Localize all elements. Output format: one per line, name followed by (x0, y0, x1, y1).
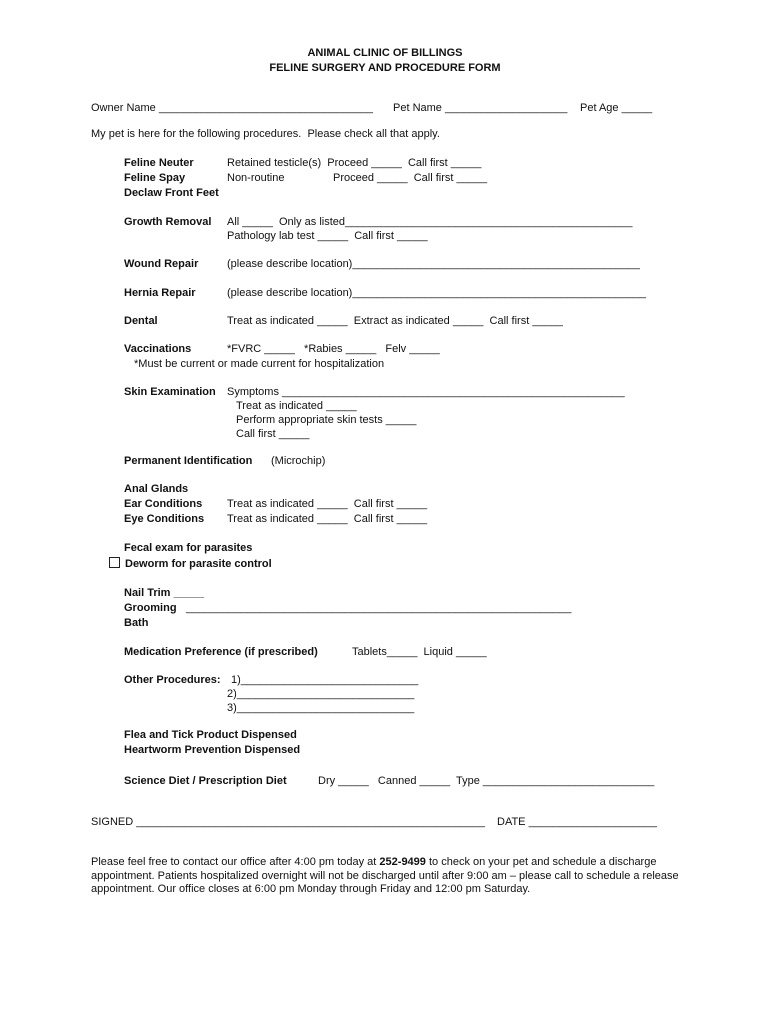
feline-spay-options[interactable]: Proceed _____ Call first _____ (333, 172, 488, 184)
hernia-location-field[interactable]: (please describe location)________________________________________________ (227, 287, 646, 299)
footer-text-2: to check on your pet and schedule a discharge appointment. Patients hospitalized overnight will not be discharged until after 9:00 am – please call to schedule a release appointment. Our office closes at 6:00 pm Monday through Friday and 12:00 pm Saturday. (91, 856, 679, 895)
wound-repair-label: Wound Repair (124, 258, 199, 270)
growth-removal-label: Growth Removal (124, 216, 212, 228)
clinic-name: ANIMAL CLINIC OF BILLINGS (307, 47, 463, 59)
footer-text-1: Please feel free to contact our office after 4:00 pm today at (91, 856, 380, 868)
microchip-note: (Microchip) (271, 455, 326, 467)
discharge-instructions (91, 856, 681, 897)
date-field[interactable]: DATE _____________________ (497, 816, 658, 828)
owner-name-field[interactable]: Owner Name ___________________________________ (91, 102, 373, 114)
nail-trim-field[interactable]: Nail Trim _____ (124, 587, 205, 599)
hernia-repair-label: Hernia Repair (124, 287, 196, 299)
other-procedure-2[interactable]: 2)_____________________________ (227, 688, 415, 700)
feline-spay-note: Non-routine (227, 172, 285, 184)
diet-label: Science Diet / Prescription Diet (124, 775, 287, 787)
form-title: FELINE SURGERY AND PROCEDURE FORM (269, 62, 501, 74)
eye-conditions-label: Eye Conditions (124, 513, 205, 525)
pathology-options[interactable]: Pathology lab test _____ Call first _____ (227, 230, 428, 242)
other-procedures-label: Other Procedures: (124, 674, 221, 686)
skin-symptoms-field[interactable]: Symptoms ________________________________________________________ (227, 386, 625, 398)
declaw-label: Declaw Front Feet (124, 187, 219, 199)
skin-call-option[interactable]: Call first _____ (236, 428, 310, 440)
fecal-exam-label: Fecal exam for parasites (124, 542, 253, 554)
skin-exam-label: Skin Examination (124, 386, 216, 398)
pet-name-field[interactable]: Pet Name ____________________ (393, 102, 568, 114)
ear-options[interactable]: Treat as indicated _____ Call first _____ (227, 498, 428, 510)
dental-label: Dental (124, 315, 158, 327)
ear-conditions-label: Ear Conditions (124, 498, 203, 510)
vaccination-options[interactable]: *FVRC _____ *Rabies _____ Felv _____ (227, 343, 440, 355)
feline-neuter-label: Feline Neuter (124, 157, 194, 169)
skin-treat-option[interactable]: Treat as indicated _____ (236, 400, 357, 412)
deworm-checkbox[interactable] (109, 557, 120, 568)
feline-neuter-options[interactable]: Retained testicle(s) Proceed _____ Call first _____ (227, 157, 482, 169)
wound-location-field[interactable]: (please describe location)_______________________________________________ (227, 258, 640, 270)
feline-spay-label: Feline Spay (124, 172, 186, 184)
phone-number: 252-9499 (379, 856, 426, 868)
heartworm-label: Heartworm Prevention Dispensed (124, 744, 301, 756)
medication-options[interactable]: Tablets_____ Liquid _____ (352, 646, 487, 658)
deworm-label: Deworm for parasite control (125, 558, 272, 570)
deworm-row[interactable] (109, 557, 272, 571)
other-procedure-3[interactable]: 3)_____________________________ (227, 702, 415, 714)
bath-label: Bath (124, 617, 149, 629)
anal-glands-label: Anal Glands (124, 483, 189, 495)
diet-options[interactable]: Dry _____ Canned _____ Type ____________________________ (318, 775, 655, 787)
skin-tests-option[interactable]: Perform appropriate skin tests _____ (236, 414, 417, 426)
medication-label: Medication Preference (if prescribed) (124, 646, 318, 658)
permanent-id-label: Permanent Identification (124, 455, 253, 467)
pet-age-field[interactable]: Pet Age _____ (580, 102, 653, 114)
other-procedure-1[interactable]: 1)_____________________________ (231, 674, 419, 686)
dental-options[interactable]: Treat as indicated _____ Extract as indicated _____ Call first _____ (227, 315, 563, 327)
vaccinations-label: Vaccinations (124, 343, 192, 355)
intro-text: My pet is here for the following procedures. Please check all that apply. (91, 128, 440, 140)
signature-field[interactable]: SIGNED _________________________________________________________ (91, 816, 485, 828)
growth-removal-options[interactable]: All _____ Only as listed_______________________________________________ (227, 216, 633, 228)
grooming-field[interactable]: _______________________________________________________________ (186, 602, 572, 614)
vaccination-note: *Must be current or made current for hospitalization (134, 358, 385, 370)
eye-options[interactable]: Treat as indicated _____ Call first _____ (227, 513, 428, 525)
grooming-label: Grooming (124, 602, 177, 614)
flea-tick-label: Flea and Tick Product Dispensed (124, 729, 297, 741)
